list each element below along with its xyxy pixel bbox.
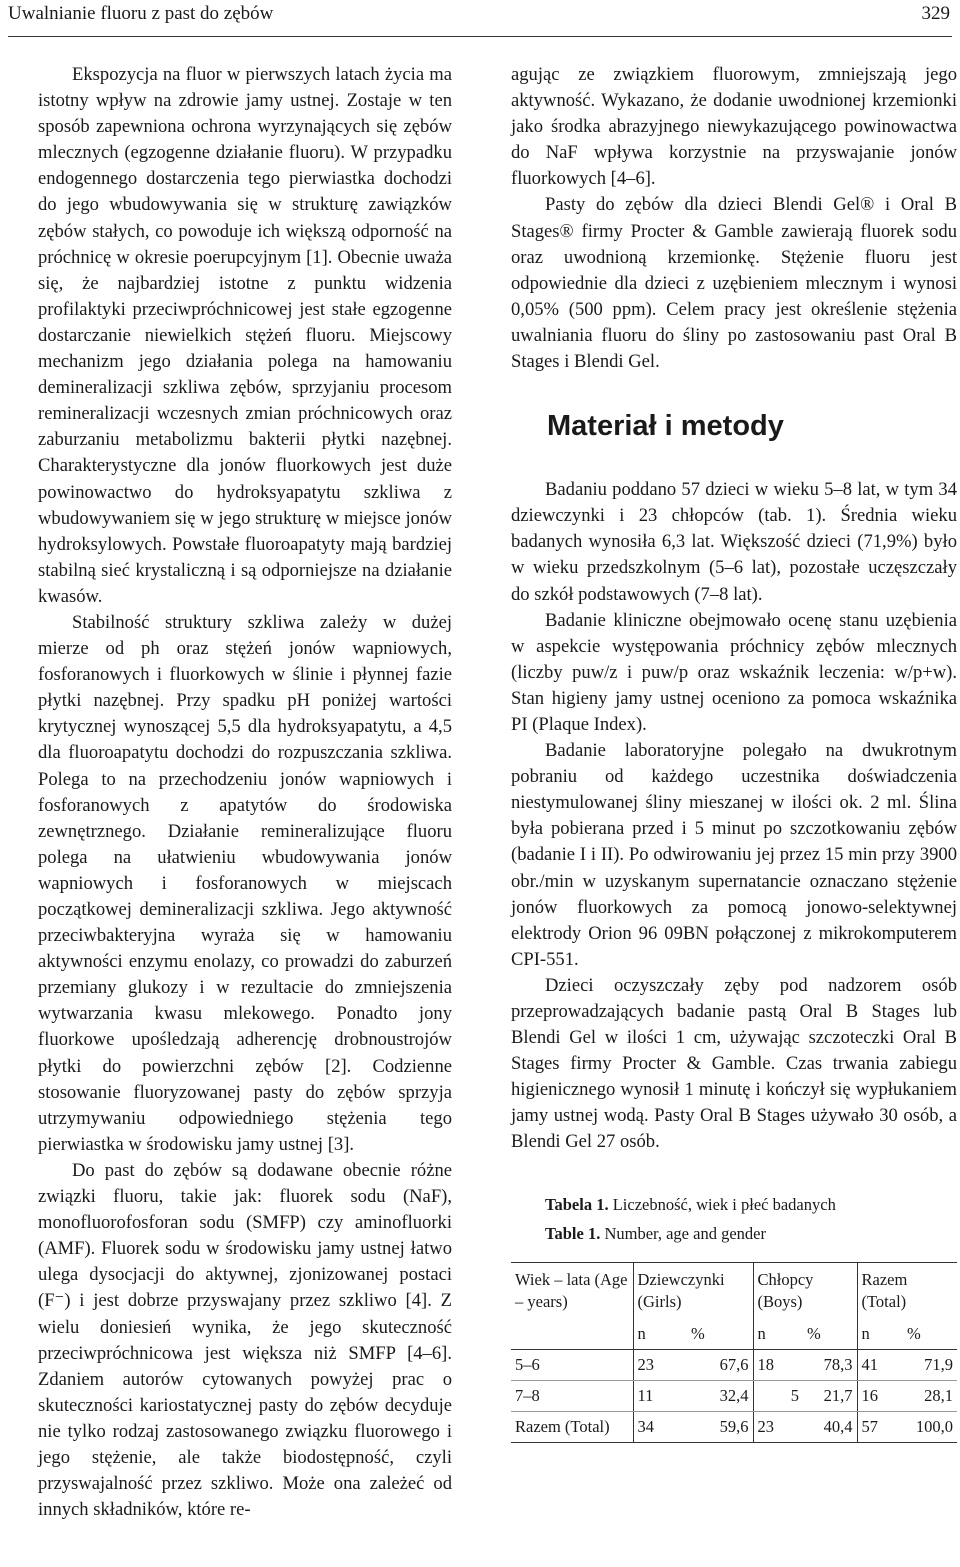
body-paragraph: Pasty do zębów dla dzieci Blendi Gel® i Oral B Stages® firmy Procter & Gamble zawierają fluorek sodu oraz uwodnioną krzemionkę. Stężenie fluoru jest odpowiednie dla dzieci z uzębieniem mlecznym i wynosi 0,05% (500 ppm). Celem pracy jest określenie stężenia uwalniania fluoru do śliny po zastosowaniu past Oral B Stages i Blendi Gel.: [511, 194, 957, 373]
header-girls: Dziewczynki (Girls): [633, 1262, 753, 1319]
section-heading: Materiał i metody: [547, 410, 784, 443]
cell-girls-n: 11: [633, 1380, 687, 1411]
body-paragraph: Dzieci oczyszczały zęby pod nadzorem osób przeprowadzających badanie pastą Oral B Stages lub Blendi Gel w ilości 1 cm, używając szczoteczki Oral B Stages firmy Procter & Gamble. Czas trwania zabiegu higienicznego wynosił 1 minutę i kończył się wypłukaniem jamy ustnej wodą. Pasty Oral B Stages używało 30 osób, a Blendi Gel 27 osób.: [511, 974, 957, 1153]
running-title: Uwalnianie fluoru z past do zębów: [8, 3, 274, 24]
row-label: 5–6: [511, 1349, 633, 1380]
cell-boys-pct: 40,4: [823, 1416, 853, 1436]
subheader-n: n: [753, 1319, 803, 1350]
cell-boys-n: 23: [753, 1411, 803, 1442]
cell-total-n: 16: [857, 1380, 903, 1411]
table-caption-pl-label: Tabela 1.: [545, 1194, 609, 1214]
header-total: Razem (Total): [857, 1262, 957, 1319]
body-paragraph: Badanie kliniczne obejmowało ocenę stanu uzębienia w aspekcie występowania próchnicy zębów mlecznych (liczby puw/z i puw/p oraz wskaźnik leczenia: w/p+w). Stan higieny jamy ustnej oceniono za pomoca wskaźnika PI (Plaque Index).: [511, 609, 957, 735]
table-row: [511, 1349, 957, 1380]
header-age: Wiek – lata (Age – years): [515, 1269, 628, 1311]
subheader-n: n: [857, 1319, 903, 1350]
left-column: [38, 62, 452, 1523]
body-paragraph: Badanie laboratoryjne polegało na dwukrotnym pobraniu od każdego uczestnika doświadczenia niestymulowanej śliny mieszanej w ilości ok. 2 ml. Ślina była pobierana przed i 5 minut po szczotkowaniu zębów (badanie I i II). Po odwirowaniu jej przez 15 min przy 3900 obr./min w uzyskanym supernatancie oznaczano stężenie jonów fluorkowych za pomocą jonowo-selektywnej elektrody Orion 96 09BN połączonej z mikrokomputerem CPI-551.: [511, 740, 957, 970]
subheader-n: n: [633, 1319, 687, 1350]
right-column: [511, 62, 957, 1443]
table-row: [511, 1411, 957, 1442]
cell-girls-n: 34: [633, 1411, 687, 1442]
cell-total-n: 41: [857, 1349, 903, 1380]
table-caption-en-label: Table 1.: [545, 1223, 601, 1243]
cell-girls-n: 23: [633, 1349, 687, 1380]
cell-boys-pct: 78,3: [803, 1349, 857, 1380]
table-caption-en: [511, 1219, 957, 1248]
body-paragraph: Badaniu poddano 57 dzieci w wieku 5–8 lat, w tym 34 dziewczynki i 23 chłopców (tab. 1). Średnia wieku badanych wynosiła 6,3 lat. Większość dzieci (71,9%) było w wieku przedszkolnym (5–6 lat), pozostałe uczęszczały do szkół podstawowych (7–8 lat).: [511, 479, 957, 605]
row-label: Razem (Total): [515, 1416, 610, 1436]
cell-total-pct: 71,9: [903, 1349, 957, 1380]
table-caption-en-text: Number, age and gender: [604, 1223, 766, 1243]
cell-boys-n: 18: [753, 1349, 803, 1380]
subheader-pct: %: [903, 1319, 957, 1350]
cell-boys-pct: 21,7: [803, 1380, 857, 1411]
table-subheader-row: [511, 1319, 957, 1350]
cell-girls-pct: 32,4: [687, 1380, 753, 1411]
table-header-row: [511, 1262, 957, 1319]
cell-total-pct: 100,0: [915, 1416, 953, 1436]
row-label: 7–8: [511, 1380, 633, 1411]
cell-total-n: 57: [857, 1411, 903, 1442]
table-caption-pl-text: Liczebność, wiek i płeć badanych: [612, 1194, 836, 1214]
table-row: [511, 1380, 957, 1411]
body-paragraph-continuation: agując ze związkiem fluorowym, zmniejszają jego aktywność. Wykazano, że dodanie uwodnionej krzemionki jako środka abrazyjnego niewykazującego powinowactwa do NaF wpływa korzystnie na przyswajanie jonów fluorkowych [4–6].: [511, 64, 957, 190]
body-paragraph: Stabilność struktury szkliwa zależy w dużej mierze od ph oraz stężeń jonów wapniowych, fosforanowych i fluorkowych w ślinie i płynnej fazie płytki nazębnej. Przy spadku pH poniżej wartości krytycznej wynoszącej 5,5 dla hydroksyapatytu, a 4,5 dla fluoroapatytu dochodzi do rozpuszczania szkliwa. Polega to na przechodzeniu jonów wapniowych i fosforanowych z apatytów do środowiska zewnętrznego. Działanie remineralizujące fluoru polega na ułatwieniu wbudowywania jonów wapniowych i fosforanowych w miejscach początkowej demineralizacji szkliwa. Jego aktywność przeciwbakteryjna wyraża się w hamowaniu aktywności enzymu enolazy, co prowadzi do zaburzeń przemiany glukozy i w rezultacie do zmniejszenia wytwarzania kwasu mlekowego. Ponadto jony fluorkowe upośledzają adherencję drobnoustrojów płytki do powierzchni zębów [2]. Codzienne stosowanie fluoryzowanej pasty do zębów sprzyja utrzymywaniu odpowiedniego stężenia tego pierwiastka w środowisku jamy ustnej [3].: [38, 611, 452, 1155]
cell-boys-n: 5: [753, 1380, 803, 1411]
cell-girls-pct: 59,6: [719, 1416, 749, 1436]
subheader-empty: [511, 1319, 633, 1350]
cell-total-pct: 28,1: [903, 1380, 957, 1411]
table-caption-pl: [511, 1190, 957, 1219]
body-paragraph: Ekspozycja na fluor w pierwszych latach życia ma istotny wpływ na zdrowie jamy ustnej. Zostaje w ten sposób zapewniona ochrona wyrzynających się zębów mlecznych (egzogenne działanie fluoru). W przypadku endogennego dostarczenia tego pierwiastka dochodzi do jego wbudowywania się w strukturę zawiązków zębów stałych, co powoduje ich większą odporność na próchnicę w okresie poerupcyjnym [1]. Obecnie uważa się, że najbardziej istotne z punktu widzenia profilaktyki przeciwpróchnicowej jest stałe egzogenne dostarczanie niewielkich stężeń fluoru. Miejscowy mechanizm jego działania polega na hamowaniu demineralizacji szkliwa zębów, sprzyjaniu procesom remineralizacji wczesnych zmian próchnicowych oraz zaburzaniu metabolizmu bakterii płytki nazębnej. Charakterystyczne dla jonów fluorkowych jest duże powinowactwo do hydroksyapatytu szkliwa z wbudowywaniem się w jego strukturę w miejsce jonów hydroksylowych. Powstałe fluoroapatyty mają bardziej stabilną sieć krystaliczną i są odporniejsze na działanie kwasów.: [38, 64, 452, 607]
subheader-pct: %: [687, 1319, 753, 1350]
body-paragraph: Do past do zębów są dodawane obecnie różne związki fluoru, takie jak: fluorek sodu (NaF), monofluorofosforan sodu (SMFP) czy aminofluorki (AMF). Fluorek sodu w środowisku jamy ustnej łatwo ulega dysocjacji do aktywnej, zjonizowanej postaci (F⁻) i jest dobrze przyswajany przez szkliwo [4]. Z wielu doniesień wynika, że jego skuteczność przeciwpróchnicowa jest większa niż SMFP [4–6]. Zdaniem autorów cytowanych powyżej prac o skuteczności kariostatycznej pasty do zębów decyduje nie tylko rodzaj zastosowanego związku fluorowego i jego stężenie, ale także biodostępność, czyli przyswajalność przez szkliwo. Może ona zależeć od innych składników, które re-: [38, 1159, 452, 1521]
subheader-pct: %: [803, 1319, 857, 1350]
running-header: [8, 0, 952, 37]
page-number: 329: [921, 3, 950, 24]
data-table: [511, 1262, 957, 1443]
header-boys: Chłopcy (Boys): [753, 1262, 857, 1319]
cell-girls-pct: 67,6: [687, 1349, 753, 1380]
